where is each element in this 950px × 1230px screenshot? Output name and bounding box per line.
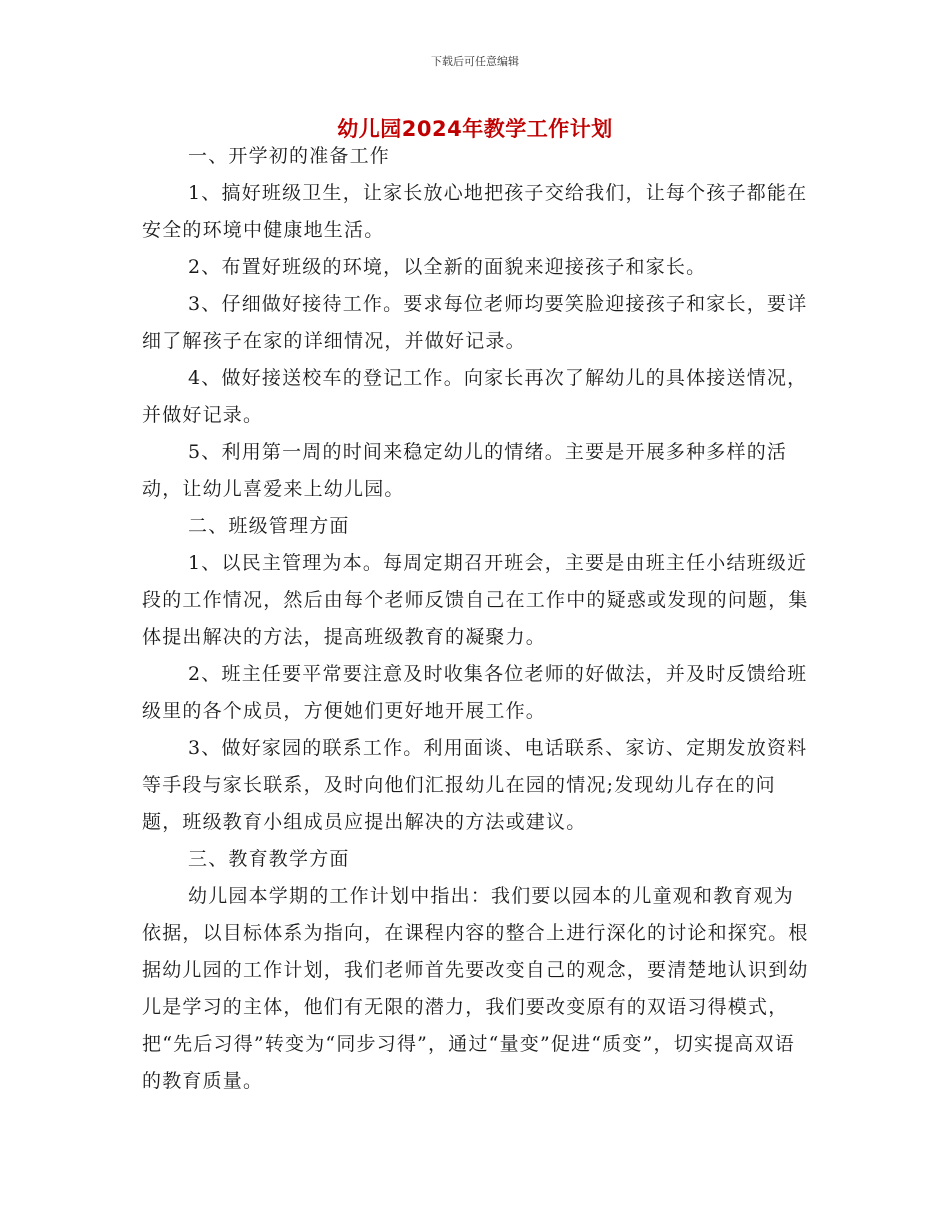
paragraph: 4、做好接送校车的登记工作。向家长再次了解幼儿的具体接送情况，并做好记录。 xyxy=(142,367,808,426)
paragraph: 2、布置好班级的环境，以全新的面貌来迎接孩子和家长。 xyxy=(188,256,707,278)
section-heading: 三、教育教学方面 xyxy=(188,848,350,870)
document-title: 幼儿园2024年教学工作计划 xyxy=(337,117,613,141)
paragraph: 3、做好家园的联系工作。利用面谈、电话联系、家访、定期发放资料等手段与家长联系，及时向他们汇报幼儿在园的情况;发现幼儿存在的问题，班级教育小组成员应提出解决的方法或建议。 xyxy=(142,737,808,833)
page-header-note: 下载后可任意编辑 xyxy=(431,55,519,68)
paragraph: 3、仔细做好接待工作。要求每位老师均要笑脸迎接孩子和家长，要详细了解孩子在家的详细情况，并做好记录。 xyxy=(142,293,808,352)
paragraph: 1、搞好班级卫生，让家长放心地把孩子交给我们，让每个孩子都能在安全的环境中健康地生活。 xyxy=(142,182,808,241)
paragraph: 1、以民主管理为本。每周定期召开班会，主要是由班主任小结班级近段的工作情况，然后由每个老师反馈自己在工作中的疑惑或发现的问题，集体提出解决的方法，提高班级教育的凝聚力。 xyxy=(142,552,809,648)
section-heading: 一、开学初的准备工作 xyxy=(188,145,391,167)
paragraph: 5、利用第一周的时间来稳定幼儿的情绪。主要是开展多种多样的活动，让幼儿喜爱来上幼儿园。 xyxy=(142,441,788,500)
paragraph: 2、班主任要平常要注意及时收集各位老师的好做法，并及时反馈给班级里的各个成员，方便她们更好地开展工作。 xyxy=(142,663,808,722)
document-body xyxy=(142,138,810,1100)
paragraph: 幼儿园本学期的工作计划中指出：我们要以园本的儿童观和教育观为依据，以目标体系为指向，在课程内容的整合上进行深化的讨论和探究。根据幼儿园的工作计划，我们老师首先要改变自己的观念，要清楚地认识到幼儿是学习的主体，他们有无限的潜力，我们要改变原有的双语习得模式，把“先后习得”转变为“同步习得”，通过“量变”促进“质变”，切实提高双语的教育质量。 xyxy=(142,885,809,1092)
section-heading: 二、班级管理方面 xyxy=(188,515,350,537)
